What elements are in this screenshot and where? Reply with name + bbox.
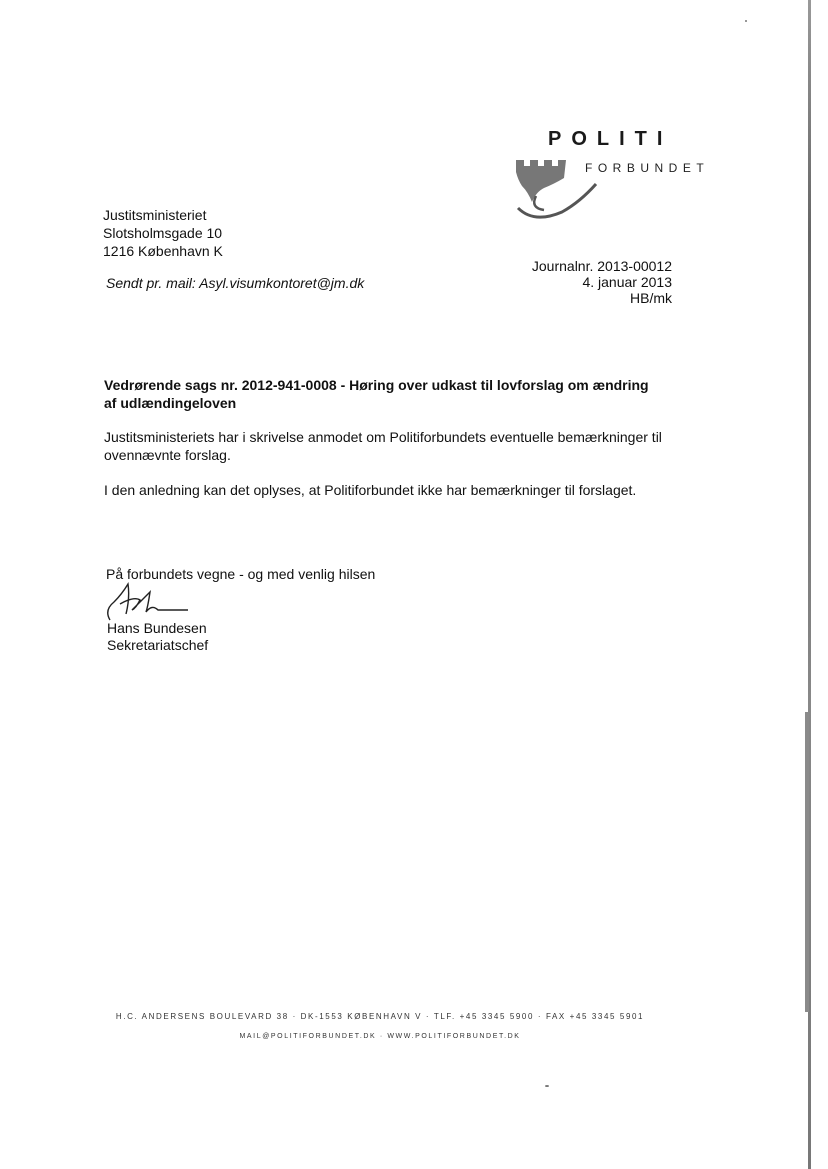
- body-paragraph-2: I den anledning kan det oplyses, at Politiforbundet ikke har bemærkninger til forslaget.: [104, 482, 637, 498]
- scan-speck: [545, 1085, 549, 1087]
- closing-line: På forbundets vegne - og med venlig hilsen: [106, 566, 376, 582]
- letter-date: 4. januar 2013: [582, 274, 672, 290]
- footer-address: H.C. ANDERSENS BOULEVARD 38 · DK-1553 KØBENHAVN V · TLF. +45 3345 5900 · FAX +45 3345 5901: [115, 1012, 645, 1021]
- letter-subject: Vedrørende sags nr. 2012-941-0008 - Høring over udkast til lovforslag om ændring af udlændingeloven: [104, 377, 649, 411]
- signatory-title: Sekretariatschef: [107, 637, 209, 653]
- recipient-street: Slotsholmsgade 10: [103, 225, 223, 241]
- recipient-address: [103, 206, 223, 260]
- signatory-name: Hans Bundesen: [107, 620, 207, 636]
- signatory-block: [107, 620, 208, 654]
- recipient-city: 1216 København K: [103, 243, 223, 259]
- sent-by-mail-note: Sendt pr. mail: Asyl.visumkontoret@jm.dk: [106, 275, 365, 291]
- body-paragraph-1: Justitsministeriets har i skrivelse anmodet om Politiforbundets eventuelle bemærkninger til ovennævnte forslag.: [104, 429, 662, 463]
- recipient-name: Justitsministeriet: [103, 207, 207, 223]
- page-edge-mark: [805, 712, 809, 1012]
- journal-number: Journalnr. 2013-00012: [531, 258, 672, 274]
- footer-contact: MAIL@POLITIFORBUNDET.DK · WWW.POLITIFORBUNDET.DK: [239, 1033, 521, 1040]
- logo-subtitle: FORBUNDET: [585, 161, 710, 175]
- author-initials: HB/mk: [630, 290, 672, 306]
- logo-wordmark: POLITI: [548, 128, 673, 150]
- reference-block: [480, 258, 672, 306]
- scan-speck: [745, 20, 747, 22]
